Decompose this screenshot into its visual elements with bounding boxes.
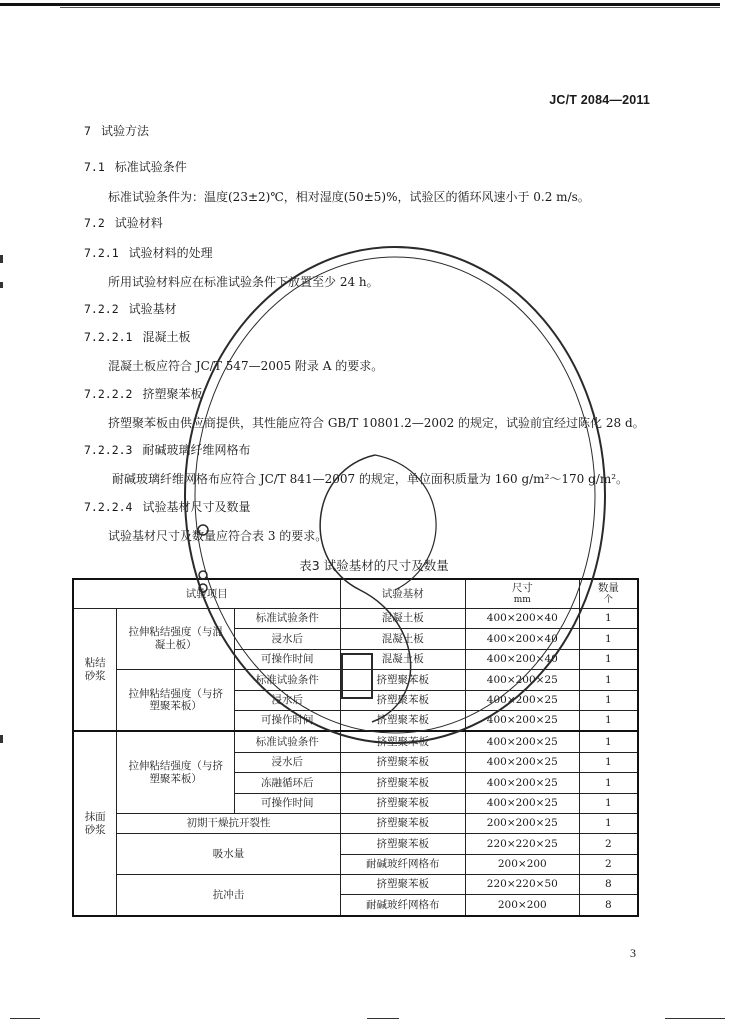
section-title: 挤塑聚苯板 [142, 387, 203, 401]
cell-substrate: 挤塑聚苯板 [340, 834, 465, 854]
cell-size: 400×200×40 [465, 649, 579, 669]
table-row [73, 731, 638, 752]
cell-qty: 1 [579, 710, 638, 731]
section-heading [84, 244, 213, 261]
cell-condition: 标准试验条件 [235, 670, 341, 690]
cell-size: 200×200 [465, 854, 579, 874]
body-text: 标准试验条件为：温度(23±2)℃，相对湿度(50±5)%，试验区的循环风速小于 0.2 m/s。 [108, 190, 590, 204]
cell-size: 400×200×25 [465, 752, 579, 772]
section-title: 耐碱玻璃纤维网格布 [142, 443, 251, 457]
test-tensile-xps: 拉伸粘结强度（与挤塑聚苯板） [117, 670, 235, 732]
cell-size: 400×200×25 [465, 710, 579, 731]
footer-mark [10, 1018, 40, 1019]
cell-qty: 1 [579, 670, 638, 690]
cell-condition: 浸水后 [235, 629, 341, 649]
cell-qty: 1 [579, 731, 638, 752]
body-text: 试验基材尺寸及数量应符合表 3 的要求。 [108, 529, 328, 543]
section-heading [84, 441, 250, 458]
body-text: 所用试验材料应在标准试验条件下放置至少 24 h。 [108, 275, 379, 289]
cell-substrate: 挤塑聚苯板 [340, 752, 465, 772]
cell-qty: 1 [579, 752, 638, 772]
cell-qty: 1 [579, 773, 638, 793]
header-item: 试验项目 [73, 579, 340, 609]
cell-substrate: 混凝土板 [340, 609, 465, 629]
footer-mark [367, 1018, 399, 1019]
cell-qty: 8 [579, 895, 638, 916]
scan-edge-mark [0, 255, 3, 263]
section-number: 7.2.2.2 [84, 387, 133, 401]
scan-edge-mark [0, 282, 3, 288]
test-impact: 抗冲击 [117, 875, 340, 916]
table-row [73, 609, 638, 629]
table-row [73, 813, 638, 833]
cell-size: 200×200×25 [465, 813, 579, 833]
cell-size: 400×200×25 [465, 670, 579, 690]
cell-qty: 1 [579, 629, 638, 649]
cell-substrate: 耐碱玻纤网格布 [340, 854, 465, 874]
cell-qty: 2 [579, 834, 638, 854]
cell-qty: 1 [579, 609, 638, 629]
cell-qty: 1 [579, 690, 638, 710]
cell-size: 400×200×25 [465, 793, 579, 813]
cell-condition: 标准试验条件 [235, 609, 341, 629]
cell-size: 220×220×50 [465, 875, 579, 895]
section-heading [84, 328, 190, 345]
section-title: 试验材料 [114, 216, 163, 230]
cell-condition: 可操作时间 [235, 649, 341, 669]
cell-substrate: 耐碱玻纤网格布 [340, 895, 465, 916]
page-number: 3 [630, 946, 636, 960]
cell-substrate: 挤塑聚苯板 [340, 773, 465, 793]
cell-substrate: 挤塑聚苯板 [340, 793, 465, 813]
header-size-label: 尺寸 [511, 582, 533, 595]
section-title: 标准试验条件 [114, 160, 187, 174]
footer-mark [665, 1018, 725, 1019]
cell-substrate: 挤塑聚苯板 [340, 710, 465, 731]
section-heading [84, 158, 187, 175]
cell-size: 400×200×40 [465, 629, 579, 649]
section-number: 7.2.2.1 [84, 330, 133, 344]
test-tensile-xps-plaster: 拉伸粘结强度（与挤塑聚苯板） [117, 731, 235, 813]
section-number: 7.2.2.3 [84, 443, 133, 457]
cell-condition: 浸水后 [235, 752, 341, 772]
standard-code: JC/T 2084—2011 [549, 93, 650, 107]
cell-substrate: 挤塑聚苯板 [340, 670, 465, 690]
section-heading [84, 122, 149, 139]
section-number: 7.2.1 [84, 246, 119, 260]
cell-qty: 2 [579, 854, 638, 874]
table-caption: 表3 试验基材的尺寸及数量 [299, 558, 449, 573]
section-number: 7 [84, 124, 91, 138]
header-size-unit: mm [513, 594, 531, 605]
cell-qty: 8 [579, 875, 638, 895]
group-bonding: 粘结砂浆 [73, 609, 117, 732]
cell-substrate: 挤塑聚苯板 [340, 875, 465, 895]
substrate-table [72, 578, 639, 917]
section-title: 混凝土板 [142, 330, 191, 344]
cell-condition: 浸水后 [235, 690, 341, 710]
cell-size: 400×200×25 [465, 773, 579, 793]
section-title: 试验基材 [128, 302, 177, 316]
table-row [73, 875, 638, 895]
cell-substrate: 挤塑聚苯板 [340, 690, 465, 710]
header-qty-unit: 个 [603, 594, 613, 605]
section-heading [84, 498, 250, 515]
cell-qty: 1 [579, 793, 638, 813]
table-row [73, 834, 638, 854]
cell-condition: 可操作时间 [235, 710, 341, 731]
cell-size: 400×200×40 [465, 609, 579, 629]
section-number: 7.2.2 [84, 302, 119, 316]
header-qty-label: 数量 [597, 582, 619, 595]
group-plaster: 抹面砂浆 [73, 731, 117, 916]
cell-substrate: 混凝土板 [340, 629, 465, 649]
header-substrate: 试验基材 [340, 579, 465, 609]
body-text: 耐碱玻璃纤维网格布应符合 JC/T 841—2007 的规定，单位面积质量为 160 g/m²～170 g/m²。 [112, 472, 629, 486]
section-title: 试验基材尺寸及数量 [142, 500, 251, 514]
top-rule-thin [60, 7, 720, 8]
body-text: 混凝土板应符合 JC/T 547—2005 附录 A 的要求。 [108, 359, 384, 373]
table-row [73, 670, 638, 690]
section-heading [84, 214, 163, 231]
header-qty [579, 579, 638, 609]
test-water-absorption: 吸水量 [117, 834, 340, 875]
cell-substrate: 挤塑聚苯板 [340, 813, 465, 833]
cell-condition: 可操作时间 [235, 793, 341, 813]
top-rule [0, 3, 720, 6]
section-number: 7.2.2.4 [84, 500, 133, 514]
test-crack: 初期干燥抗开裂性 [117, 813, 340, 833]
cell-size: 400×200×25 [465, 690, 579, 710]
section-number: 7.1 [84, 160, 105, 174]
section-heading [84, 300, 177, 317]
scan-edge-mark [0, 735, 3, 743]
cell-substrate: 挤塑聚苯板 [340, 731, 465, 752]
section-number: 7.2 [84, 216, 105, 230]
cell-substrate: 混凝土板 [340, 649, 465, 669]
cell-condition: 标准试验条件 [235, 731, 341, 752]
table-header-row [73, 579, 638, 609]
cell-size: 400×200×25 [465, 731, 579, 752]
section-heading [84, 385, 202, 402]
header-size [465, 579, 579, 609]
cell-size: 220×220×25 [465, 834, 579, 854]
body-text: 挤塑聚苯板由供应商提供，其性能应符合 GB/T 10801.2—2002 的规定，试验前宜经过陈化 28 d。 [108, 416, 645, 430]
section-title: 试验材料的处理 [128, 246, 213, 260]
section-title: 试验方法 [100, 124, 149, 138]
cell-size: 200×200 [465, 895, 579, 916]
cell-qty: 1 [579, 813, 638, 833]
test-tensile-concrete: 拉伸粘结强度（与混凝土板） [117, 609, 235, 670]
cell-qty: 1 [579, 649, 638, 669]
cell-condition: 冻融循环后 [235, 773, 341, 793]
